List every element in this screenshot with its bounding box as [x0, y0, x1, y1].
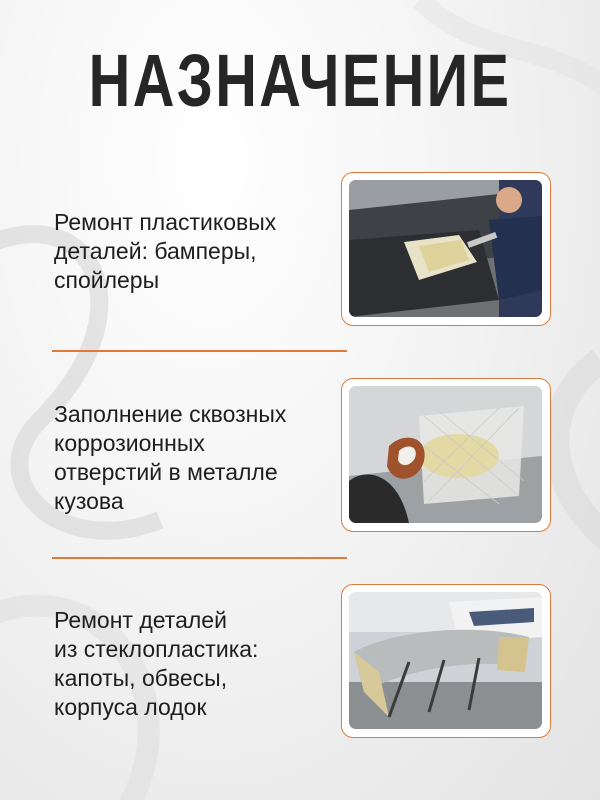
image-frame: [341, 172, 551, 326]
image-frame: [341, 584, 551, 738]
list-item: [0, 172, 600, 332]
fiberglass-hood-photo: [349, 592, 542, 729]
image-frame: [341, 378, 551, 532]
item-description: Заполнение сквозных коррозионных отверстий в металле кузова: [54, 401, 287, 514]
bumper-repair-photo: [349, 180, 542, 317]
item-description: Ремонт пластиковых деталей: бамперы, спойлеры: [54, 209, 277, 293]
page-title: НАЗНАЧЕНИЕ: [88, 39, 512, 122]
corrosion-hole-photo: [349, 386, 542, 523]
divider: [52, 557, 347, 559]
list-item: [0, 584, 600, 744]
divider: [52, 350, 347, 352]
item-description: Ремонт деталей из стеклопластика: капоты, обвесы, корпуса лодок: [54, 607, 259, 720]
list-item: [0, 378, 600, 538]
